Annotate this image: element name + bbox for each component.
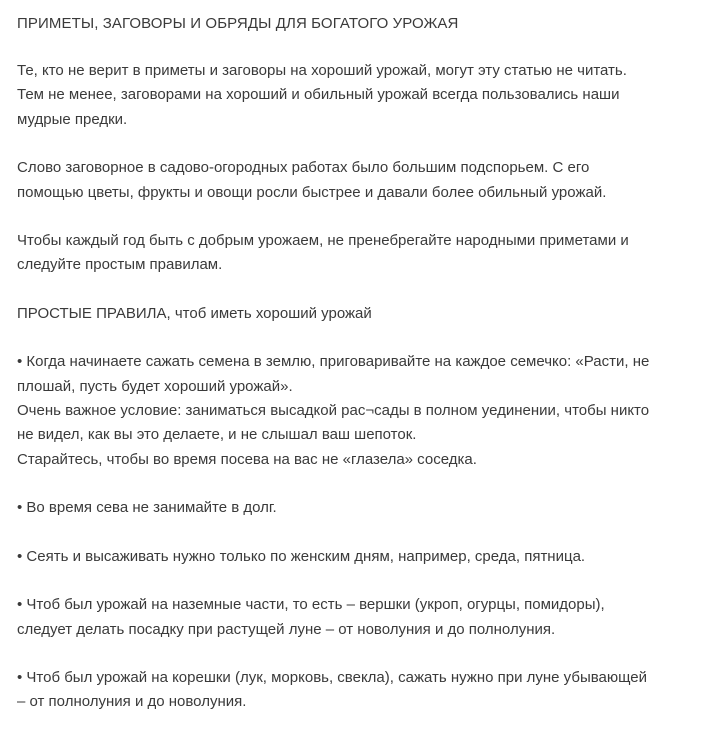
intro-line: мудрые предки. bbox=[17, 110, 128, 128]
rule-item-1 bbox=[17, 350, 712, 472]
rule-line: следует делать посадку при растущей луне – от новолуния и до полнолуния. bbox=[17, 620, 556, 638]
paragraph-line: Слово заговорное в садово-огородных работах было большим подспорьем. С его bbox=[17, 159, 590, 177]
intro-paragraph bbox=[17, 59, 712, 132]
intro-line: Те, кто не верит в приметы и заговоры на хороший урожай, могут эту статью не читать. bbox=[17, 62, 627, 79]
rule-line: • Чтоб был урожай на корешки (лук, морковь, свекла), сажать нужно при луне убывающей bbox=[17, 668, 648, 686]
paragraph-line: следуйте простым правилам. bbox=[17, 256, 223, 274]
article-title: ПРИМЕТЫ, ЗАГОВОРЫ И ОБРЯДЫ ДЛЯ БОГАТОГО УРОЖАЯ bbox=[17, 15, 459, 32]
rule-line: Очень важное условие: заниматься высадкой рас¬сады в полном уединении, чтобы никто bbox=[17, 402, 650, 420]
paragraph-3 bbox=[17, 229, 712, 278]
rule-line: • Когда начинаете сажать семена в землю, приговаривайте на каждое семечко: «Расти, не bbox=[17, 353, 650, 371]
rule-line: • Чтоб был урожай на наземные части, то есть – вершки (укроп, огурцы, помидоры), bbox=[17, 596, 605, 614]
rule-line: не видел, как вы это делаете, и не слышал ваш шепоток. bbox=[17, 426, 417, 444]
rule-item-3 bbox=[17, 545, 712, 569]
rule-line: • Во время сева не занимайте в долг. bbox=[17, 499, 277, 517]
rule-line: – от полнолуния и до новолуния. bbox=[17, 693, 247, 711]
paragraph-line: Чтобы каждый год быть с добрым урожаем, не пренебрегайте народными приметами и bbox=[17, 232, 629, 250]
rule-item-5 bbox=[17, 666, 712, 715]
rule-item-4 bbox=[17, 593, 712, 642]
rule-line: • Сеять и высаживать нужно только по женским дням, например, среда, пятница. bbox=[17, 547, 586, 565]
rule-line: Старайтесь, чтобы во время посева на вас не «глазела» соседка. bbox=[17, 450, 477, 468]
paragraph-2 bbox=[17, 156, 712, 205]
rule-item-2 bbox=[17, 496, 712, 520]
rules-heading bbox=[17, 302, 712, 326]
rules-heading-text: ПРОСТЫЕ ПРАВИЛА, чтоб иметь хороший урожай bbox=[17, 304, 372, 322]
intro-line: Тем не менее, заговорами на хороший и обильный урожай всегда пользовались наши bbox=[17, 86, 620, 104]
paragraph-line: помощью цветы, фрукты и овощи росли быстрее и давали более обильный урожай. bbox=[17, 183, 607, 201]
rule-line: плошай, пусть будет хороший урожай». bbox=[17, 377, 293, 395]
